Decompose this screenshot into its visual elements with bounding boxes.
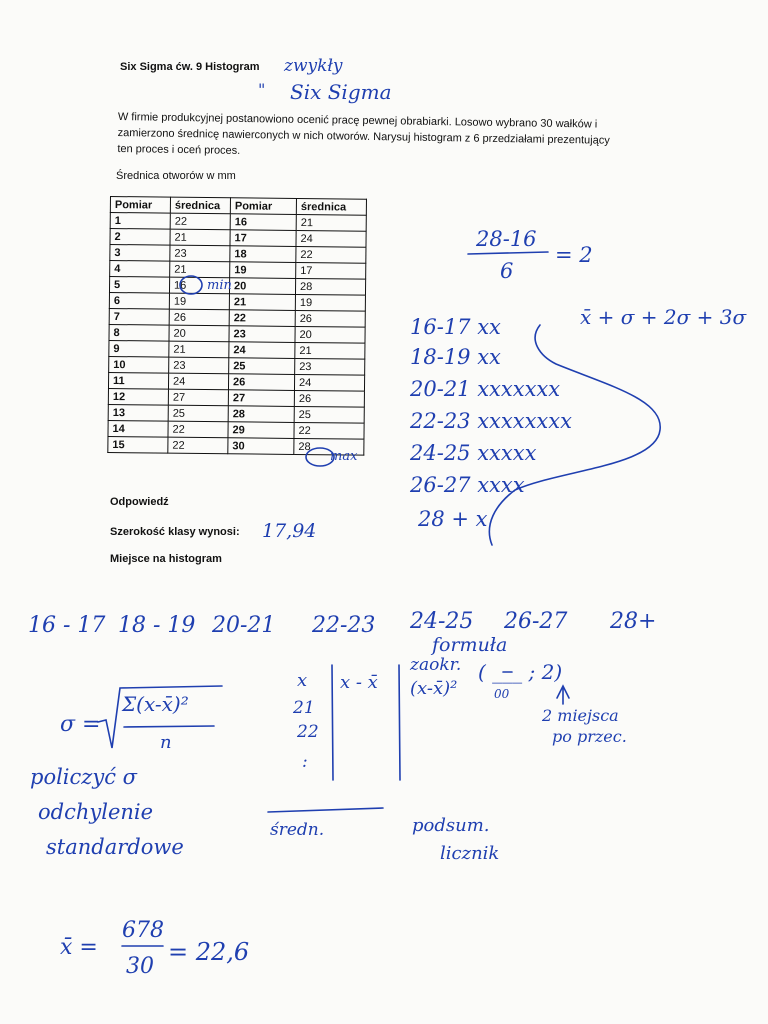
diameter-cell: 23 (169, 357, 229, 374)
mean-result: = 22,6 (168, 938, 250, 966)
bin-label: 16 - 17 (28, 613, 106, 638)
diameter-cell: 24 (168, 373, 228, 390)
diameter-cell: 28 (294, 438, 364, 455)
bin-label: 28+ (610, 609, 657, 634)
measurement-number-cell: 20 (229, 278, 295, 295)
measurement-number-cell: 13 (108, 404, 168, 421)
measurement-number-cell: 12 (108, 388, 168, 405)
class-width-value: 17,94 (262, 520, 317, 542)
answer-label: Odpowiedź (110, 496, 169, 508)
measurement-number-cell: 2 (110, 229, 170, 246)
squared-term: (x-x̄)² (410, 678, 458, 699)
sum-line (268, 808, 383, 812)
bin-label: 18 - 19 (118, 613, 196, 638)
sigma-denominator: n (160, 732, 172, 753)
measurement-number-cell: 26 (228, 374, 294, 391)
column-x-value: : (302, 752, 308, 772)
measurement-number-cell: 18 (230, 246, 296, 263)
diameter-cell: 22 (168, 437, 228, 454)
measurement-number-cell: 23 (229, 326, 295, 343)
task-line-3: ten proces i oceń proces. (117, 142, 241, 157)
mean-lhs: x̄ = (60, 935, 98, 960)
tally-line: 16-17 xx (410, 315, 501, 339)
tally-line: 18-19 xx (410, 345, 501, 369)
note-min: min (207, 278, 232, 293)
place-note-1: 2 miejsca (542, 706, 619, 725)
diameter-cell: 21 (296, 214, 366, 231)
diameter-cell: 20 (169, 325, 229, 342)
tally-line: 28 + x (418, 507, 488, 531)
mean-denominator: 30 (126, 954, 154, 979)
note-policzyc: policzyć σ (30, 765, 137, 789)
measurement-number-cell: 30 (228, 438, 294, 455)
table-caption: Średnica otworów w mm (116, 170, 236, 182)
column-x-value: 22 (297, 722, 319, 742)
diameter-cell: 24 (294, 374, 364, 391)
bin-label: 26-27 (504, 609, 568, 634)
measurement-number-cell: 25 (229, 358, 295, 375)
column-divider-1 (332, 665, 333, 780)
diameter-cell: 28 (295, 278, 365, 295)
table-row (108, 436, 364, 455)
measurement-number-cell: 29 (228, 422, 294, 439)
mean-numerator: 678 (122, 918, 164, 943)
measurement-number-cell: 17 (230, 230, 296, 247)
diameter-cell: 22 (294, 422, 364, 439)
class-width-label: Szerokość klasy wynosi: (110, 526, 240, 538)
diameter-cell: 23 (295, 358, 365, 375)
bin-label: 20-21 (212, 613, 276, 638)
tally-line: 20-21 xxxxxxx (410, 377, 561, 401)
note-odchylenie: odchylenie (38, 800, 154, 824)
diameter-cell: 21 (295, 342, 365, 359)
note-six-sigma: Six Sigma (290, 80, 392, 104)
sigma-lhs: σ = (60, 712, 101, 737)
measurement-number-cell: 16 (230, 214, 296, 231)
note-standardowe: standardowe (46, 835, 184, 859)
header-cell: Pomiar (110, 197, 170, 214)
diameter-cell: 27 (168, 389, 228, 406)
bin-label: 22-23 (312, 613, 376, 638)
note-max: max (330, 449, 358, 464)
round-formula: ( ___ ; 2) (478, 660, 563, 684)
diameter-cell: 16 (169, 277, 229, 294)
zaokr-label: zaokr. (410, 655, 462, 675)
fraction-result: = 2 (555, 243, 593, 267)
histogram-place-label: Miejsce na histogram (110, 553, 222, 565)
measurement-number-cell: 4 (110, 261, 170, 278)
tally-line: 24-25 xxxxx (410, 441, 537, 465)
measurement-number-cell: 19 (230, 262, 296, 279)
column-divider-2 (399, 665, 400, 780)
diameter-cell: 22 (168, 421, 228, 438)
task-description (117, 110, 610, 166)
measurement-number-cell: 7 (109, 308, 169, 325)
measurement-number-cell: 14 (108, 420, 168, 437)
measurement-number-cell: 15 (108, 436, 168, 453)
header-cell: średnica (296, 198, 366, 215)
measurement-number-cell: 11 (108, 372, 168, 389)
diameter-cell: 22 (296, 246, 366, 263)
podsum-label: podsum. (412, 815, 490, 836)
note-zwykly: zwykły (284, 56, 343, 76)
note-ditto: " (258, 80, 266, 99)
measurement-table (107, 196, 367, 456)
measurement-number-cell: 6 (109, 292, 169, 309)
tally-line: 26-27 xxxx (410, 473, 525, 497)
diameter-cell: 25 (294, 406, 364, 423)
column-x-value: 21 (293, 698, 315, 718)
sigma-numerator: Σ(x-x̄)² (122, 692, 189, 716)
round-denominator: 00 (494, 687, 510, 701)
diameter-cell: 25 (168, 405, 228, 422)
diameter-cell: 21 (170, 229, 230, 246)
place-note-2: po przec. (552, 727, 627, 746)
diameter-cell: 19 (295, 294, 365, 311)
measurement-number-cell: 24 (229, 342, 295, 359)
measurement-number-cell: 10 (109, 356, 169, 373)
diameter-cell: 24 (296, 230, 366, 247)
diameter-cell: 22 (170, 213, 230, 230)
sigma-fraction-bar (124, 726, 214, 727)
fraction-denominator: 6 (500, 259, 514, 283)
measurement-number-cell: 1 (110, 213, 170, 230)
header-cell: średnica (170, 197, 230, 214)
diameter-cell: 26 (295, 310, 365, 327)
formula-label: formuła (432, 634, 508, 656)
measurement-number-cell: 3 (110, 245, 170, 262)
sredn-label: średn. (270, 820, 325, 840)
tally-line: 22-23 xxxxxxxx (410, 409, 572, 433)
fraction-numerator: 28-16 (476, 227, 537, 251)
fraction-bar (468, 252, 548, 254)
diameter-cell: 26 (169, 309, 229, 326)
measurement-number-cell: 21 (229, 294, 295, 311)
worksheet-title: Six Sigma ćw. 9 Histogram (120, 61, 260, 73)
measurement-number-cell: 8 (109, 324, 169, 341)
measurement-number-cell: 9 (109, 340, 169, 357)
diameter-cell: 26 (294, 390, 364, 407)
diameter-cell: 21 (170, 261, 230, 278)
diameter-cell: 17 (296, 262, 366, 279)
measurement-number-cell: 27 (228, 390, 294, 407)
task-line-1: W firmie produkcyjnej postanowiono ocenić pracę pewnej obrabiarki. Losowo wybrano 30 wałków i (117, 110, 598, 131)
column-xdiff-header: x - x̄ (340, 672, 378, 693)
bin-label: 24-25 (410, 609, 474, 634)
measurement-number-cell: 28 (228, 406, 294, 423)
tally-brace (489, 325, 660, 545)
task-line-2: zamierzono średnicę nawierconych w nich otworów. Narysuj histogram z 6 przedziałami prezentujący (117, 126, 610, 147)
arrow-up-icon (557, 686, 569, 704)
header-cell: Pomiar (230, 198, 296, 215)
measurement-number-cell: 22 (229, 310, 295, 327)
sigma-ranges-formula: x̄ + σ + 2σ + 3σ (580, 305, 747, 329)
diameter-cell: 21 (169, 341, 229, 358)
diameter-cell: 23 (170, 245, 230, 262)
diameter-cell: 20 (295, 326, 365, 343)
column-x-header: x (297, 670, 308, 691)
diameter-cell: 19 (169, 293, 229, 310)
measurement-number-cell: 5 (109, 277, 169, 294)
licznik-label: licznik (440, 843, 500, 864)
